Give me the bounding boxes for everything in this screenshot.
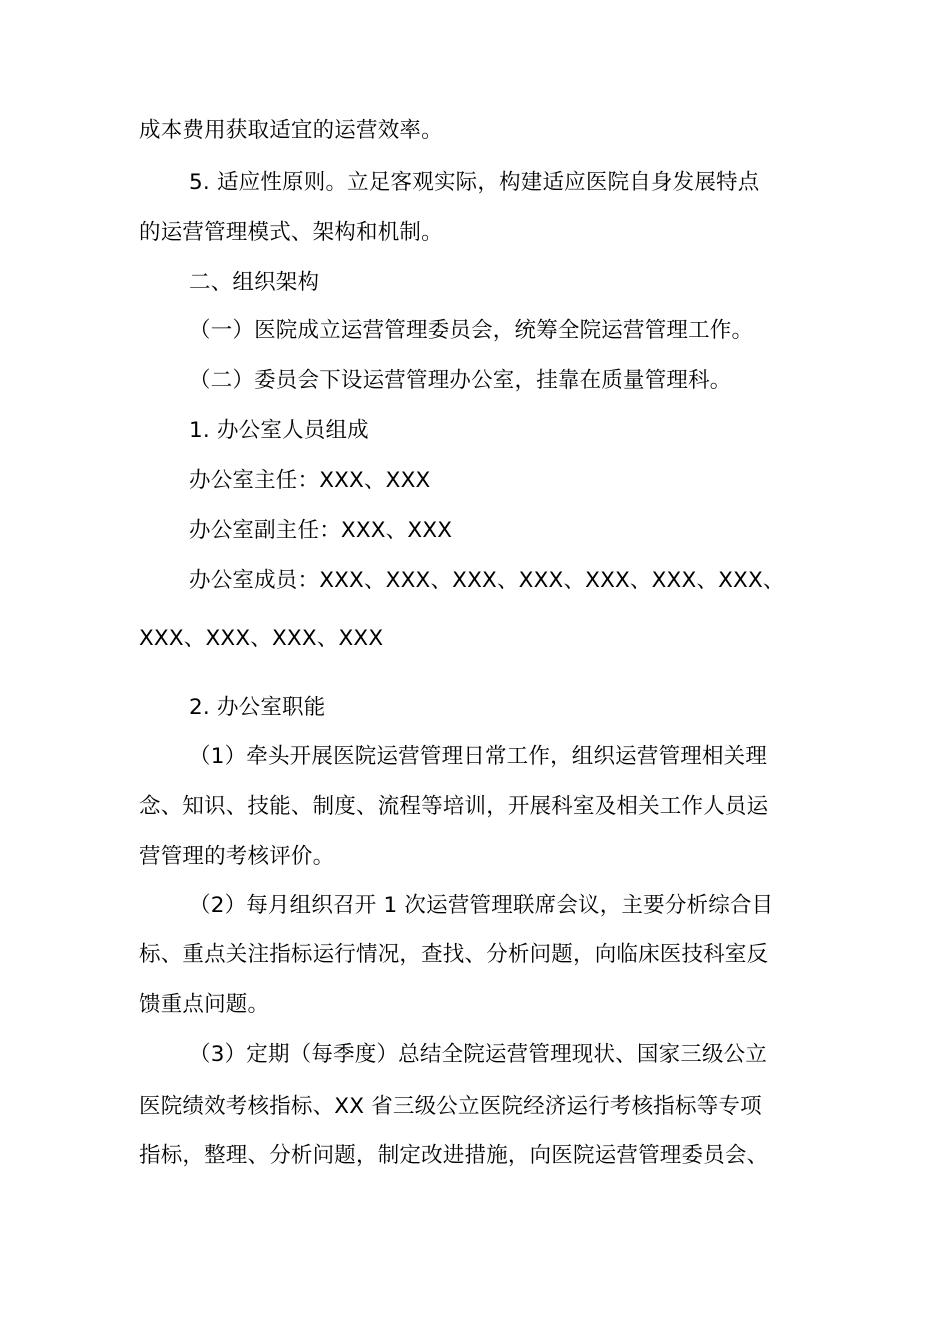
text-line: XXX、XXX、XXX、XXX xyxy=(139,626,384,651)
text-line: 标、重点关注指标运行情况，查找、分析问题，向临床医技科室反 xyxy=(139,942,769,967)
text-line: 念、知识、技能、制度、流程等培训，开展科室及相关工作人员运 xyxy=(139,794,769,819)
text-line: （二）委员会下设运营管理办公室，挂靠在质量管理科。 xyxy=(189,368,732,393)
text-line: 办公室副主任：XXX、XXX xyxy=(189,518,453,543)
text-line: （一）医院成立运营管理委员会，统筹全院运营管理工作。 xyxy=(189,318,754,343)
section-heading: 二、组织架构 xyxy=(189,270,320,295)
text-line: 营管理的考核评价。 xyxy=(139,844,335,869)
subsection-heading: 1. 办公室人员组成 xyxy=(189,418,369,443)
text-line: 办公室主任：XXX、XXX xyxy=(189,468,431,493)
subsection-heading: 2. 办公室职能 xyxy=(189,695,326,720)
text-line: 5. 适应性原则。立足客观实际，构建适应医院自身发展特点 xyxy=(189,170,760,195)
text-line: 指标，整理、分析问题，制定改进措施，向医院运营管理委员会、 xyxy=(139,1143,769,1168)
text-line: 医院绩效考核指标、XX 省三级公立医院经济运行考核指标等专项 xyxy=(139,1094,762,1119)
text-line: 的运营管理模式、架构和机制。 xyxy=(139,220,443,245)
text-line: （3）定期（每季度）总结全院运营管理现状、国家三级公立 xyxy=(189,1042,768,1067)
text-line: 办公室成员：XXX、XXX、XXX、XXX、XXX、XXX、XXX、 xyxy=(189,568,785,593)
text-line: （2）每月组织召开 1 次运营管理联席会议，主要分析综合目 xyxy=(189,893,774,918)
text-line: （1）牵头开展医院运营管理日常工作，组织运营管理相关理 xyxy=(189,744,768,769)
text-line: 馈重点问题。 xyxy=(139,992,270,1017)
text-line: 成本费用获取适宜的运营效率。 xyxy=(139,118,443,143)
